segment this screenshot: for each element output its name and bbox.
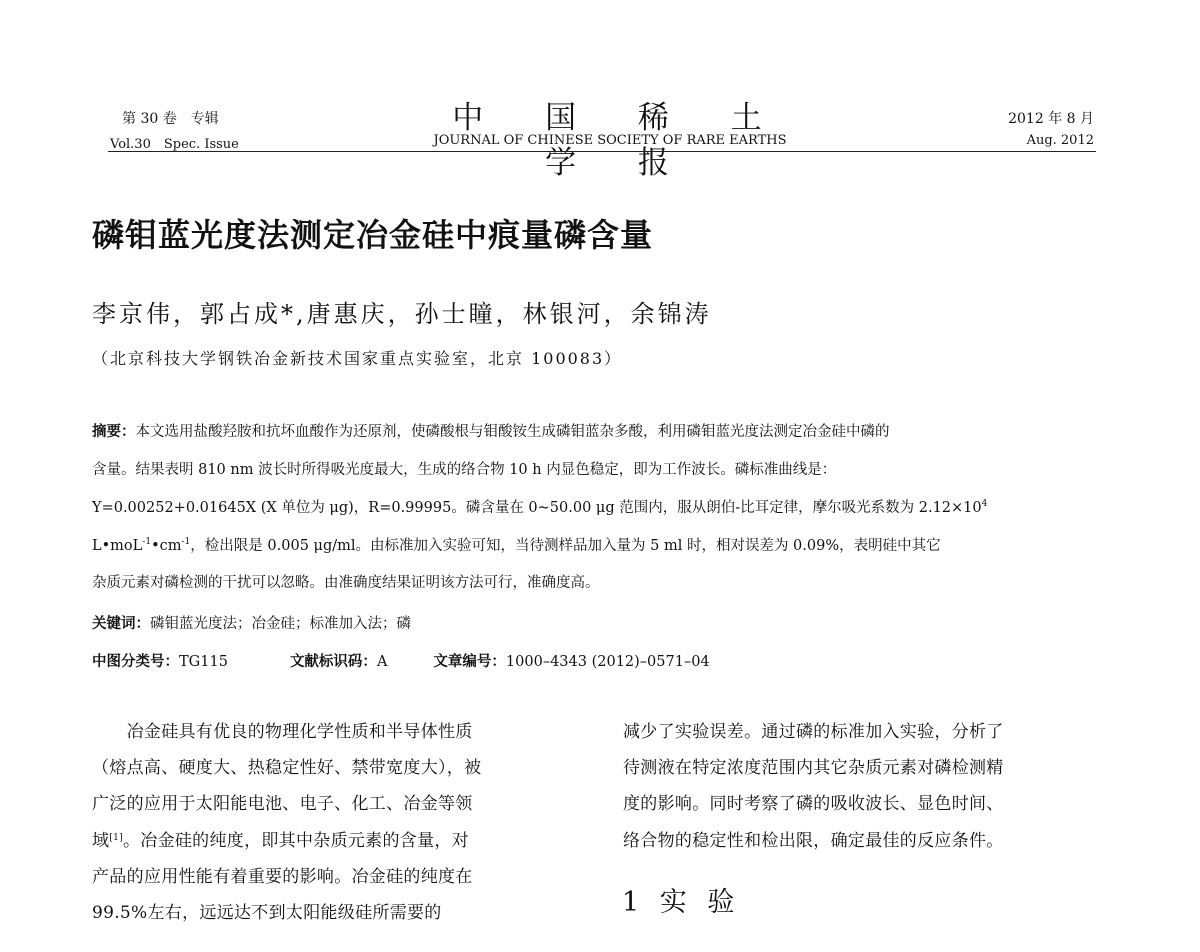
abstract-label: 摘要： xyxy=(92,423,136,440)
body-line: 99.5%左右，远远达不到太阳能级硅所需要的 xyxy=(92,903,442,923)
keywords xyxy=(92,612,411,633)
sup-neg1-a: -1 xyxy=(142,537,152,547)
unit-cm: •cm xyxy=(151,538,182,554)
body-line: 待测液在特定浓度范围内其它杂质元素对磷检测精 xyxy=(623,758,1004,778)
abstract-text-4: ，检出限是 0.005 μg/ml。由标准加入实验可知，当待测样品加入量为 5 ml 时，相对误差为 0.09%，表明硅中其它 xyxy=(190,538,941,554)
abstract-line-4 xyxy=(92,534,1112,555)
journal-title-cn: 中 国 稀 土 学 报 xyxy=(452,100,788,181)
abstract-line-1 xyxy=(92,420,1112,441)
abstract-text-1: 本文选用盐酸羟胺和抗坏血酸作为还原剂，使磷酸根与钼酸铵生成磷钼蓝杂多酸，利用磷钼蓝光度法测定冶金硅中磷的 xyxy=(135,424,890,440)
classification-line xyxy=(92,650,710,671)
abstract-text-3: Y=0.00252+0.01645X (X 单位为 μg)，R=0.99995。磷含量在 0~50.00 μg 范围内，服从朗伯-比耳定律，摩尔吸光系数为 2.12×10 xyxy=(92,500,982,516)
abstract-line-2: 含量。结果表明 810 nm 波长时所得吸光度最大，生成的络合物 10 h 内显色稳定，即为工作波长。磷标准曲线是： xyxy=(92,462,837,478)
body-line: 络合物的稳定性和检出限，确定最佳的反应条件。 xyxy=(623,831,1004,851)
body-line: （熔点高、硬度大、热稳定性好、禁带宽度大），被 xyxy=(92,758,482,778)
body-line: 度的影响。同时考察了磷的吸收波长、显色时间、 xyxy=(623,794,1004,814)
abstract-line-5: 杂质元素对磷检测的干扰可以忽略。由准确度结果证明该方法可行，准确度高。 xyxy=(92,575,600,591)
body-line: 冶金硅具有优良的物理化学性质和半导体性质 xyxy=(92,722,473,742)
issue-date-en: Aug. 2012 xyxy=(1026,133,1094,148)
body-text: 域 xyxy=(92,831,110,851)
body-line: 产品的应用性能有着重要的影响。冶金硅的纯度在 xyxy=(92,867,473,887)
issue-date-cn: 2012 年 8 月 xyxy=(1008,111,1094,127)
affiliation: （北京科技大学钢铁冶金新技术国家重点实验室，北京 100083） xyxy=(92,349,623,368)
volume-label-en: Vol.30 Spec. Issue xyxy=(110,137,239,152)
paper-title: 磷钼蓝光度法测定冶金硅中痕量磷含量 xyxy=(92,216,654,254)
abstract-line-3 xyxy=(92,496,1112,517)
unit-mol: L•moL xyxy=(92,538,143,554)
keywords-text: 磷钼蓝光度法；冶金硅；标准加入法；磷 xyxy=(150,616,411,632)
journal-title-en: JOURNAL OF CHINESE SOCIETY OF RARE EARTHS xyxy=(433,133,787,148)
abstract-sup-4: 4 xyxy=(981,499,988,509)
clc-label: 中图分类号： xyxy=(92,653,179,670)
body-text: 。冶金硅的纯度，即其中杂质元素的含量，对 xyxy=(122,831,469,851)
body-line: 减少了实验误差。通过磷的标准加入实验，分析了 xyxy=(623,722,1004,742)
body-line xyxy=(92,826,469,851)
clc-value: TG115 xyxy=(179,654,228,670)
author-list: 李京伟，郭占成*,唐惠庆，孙士瞳，林银河，余锦涛 xyxy=(92,300,712,328)
volume-label-cn: 第 30 卷 专辑 xyxy=(122,111,219,127)
doc-code-value: A xyxy=(376,654,388,670)
citation-ref: [1] xyxy=(109,833,123,843)
keywords-label: 关键词： xyxy=(92,615,150,632)
doc-code-label: 文献标识码： xyxy=(289,653,377,670)
section-heading: 1 实 验 xyxy=(622,887,741,918)
article-number-label: 文章编号： xyxy=(433,653,506,670)
header-rule xyxy=(108,151,1096,152)
body-line: 广泛的应用于太阳能电池、电子、化工、冶金等领 xyxy=(92,794,473,814)
article-number-value: 1000–4343 (2012)–0571–04 xyxy=(505,654,710,670)
sup-neg1-b: -1 xyxy=(181,537,191,547)
